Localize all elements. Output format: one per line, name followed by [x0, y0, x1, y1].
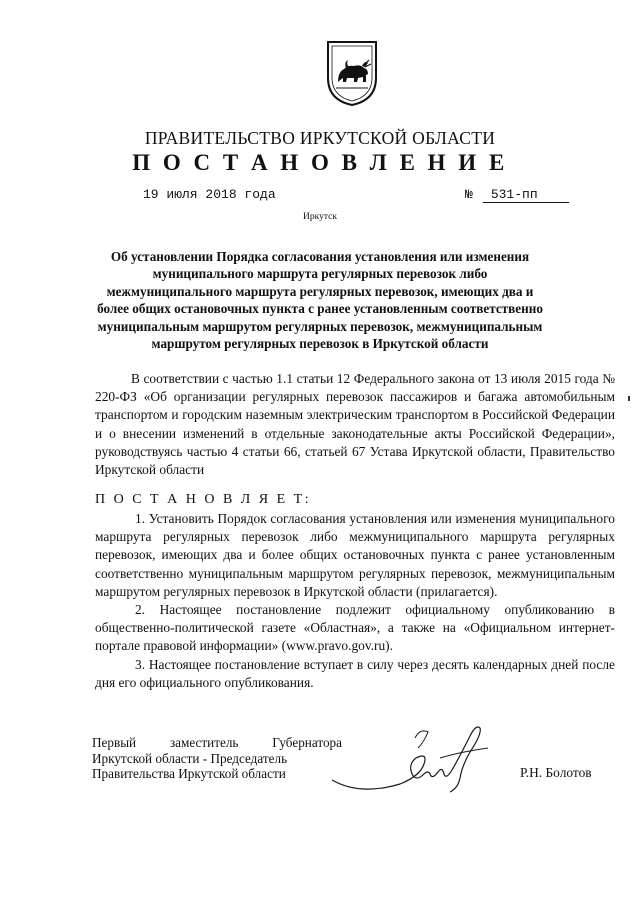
signatory-position [92, 735, 342, 782]
document-number [465, 187, 569, 203]
decree-items [95, 510, 615, 692]
government-name: ПРАВИТЕЛЬСТВО ИРКУТСКОЙ ОБЛАСТИ [144, 128, 496, 148]
city: Иркутск [303, 212, 337, 222]
document-title: Об установлении Порядка согласования установления или изменения муниципального маршрута регулярных перевозок либо межмуниципального маршрута регулярных перевозок, имеющих два и более общих остановочных пункта с ранее установленным соответственно муниципальным маршрутом регулярных перевозок, межмуниципальным маршрутом регулярных перевозок в Иркутской области [97, 249, 543, 352]
position-line-2: Иркутской области - Председатель [92, 750, 288, 766]
decree-item: 3. Настоящее постановление вступает в силу через десять календарных дней после дня его официального опубликования. [95, 656, 615, 690]
preamble-paragraph: В соответствии с частью 1.1 статьи 12 Федерального закона от 13 июля 2015 года № 220-ФЗ «Об организации регулярных перевозок пассажиров и багажа автомобильным транспортом и городским наземным электрическим транспортом в Российской Федерации и о внесении изменений в отдельные законодательные акты Российской Федерации», руководствуясь частью 4 статьи 66, статьей 67 Устава Иркутской области, Правительство Иркутской области [95, 371, 615, 478]
document-date: 19 июля 2018 года [143, 187, 276, 202]
decree-item: 2. Настоящее постановление подлежит официальному опубликованию в общественно-политической газете «Областная», а также на «Официальном интернет-портале правовой информации» (www.pravo.gov.ru). [95, 602, 615, 654]
margin-mark [628, 396, 630, 401]
position-line-1: Первый заместитель Губернатора [92, 735, 342, 750]
number-sign: № [465, 187, 473, 202]
position-line-3: Правительства Иркутской области [92, 766, 286, 781]
number-value: 531-пп [483, 187, 569, 203]
resolves-heading: П О С Т А Н О В Л Я Е Т: [95, 492, 312, 507]
handwritten-signature [320, 718, 510, 798]
document-type: П О С Т А Н О В Л Е Н И Е [132, 150, 508, 175]
decree-item: 1. Установить Порядок согласования установления или изменения муниципального маршрута регулярных перевозок либо межмуниципального маршрута регулярных перевозок, имеющих два и более общих остановочных пункта с ранее установленным соответственно муниципальным маршрутом регулярных перевозок, межмуниципальным маршрутом регулярных перевозок в Иркутской области (прилагается). [95, 511, 615, 599]
signatory-name: Р.Н. Болотов [520, 765, 592, 780]
coat-of-arms-icon [324, 38, 380, 108]
